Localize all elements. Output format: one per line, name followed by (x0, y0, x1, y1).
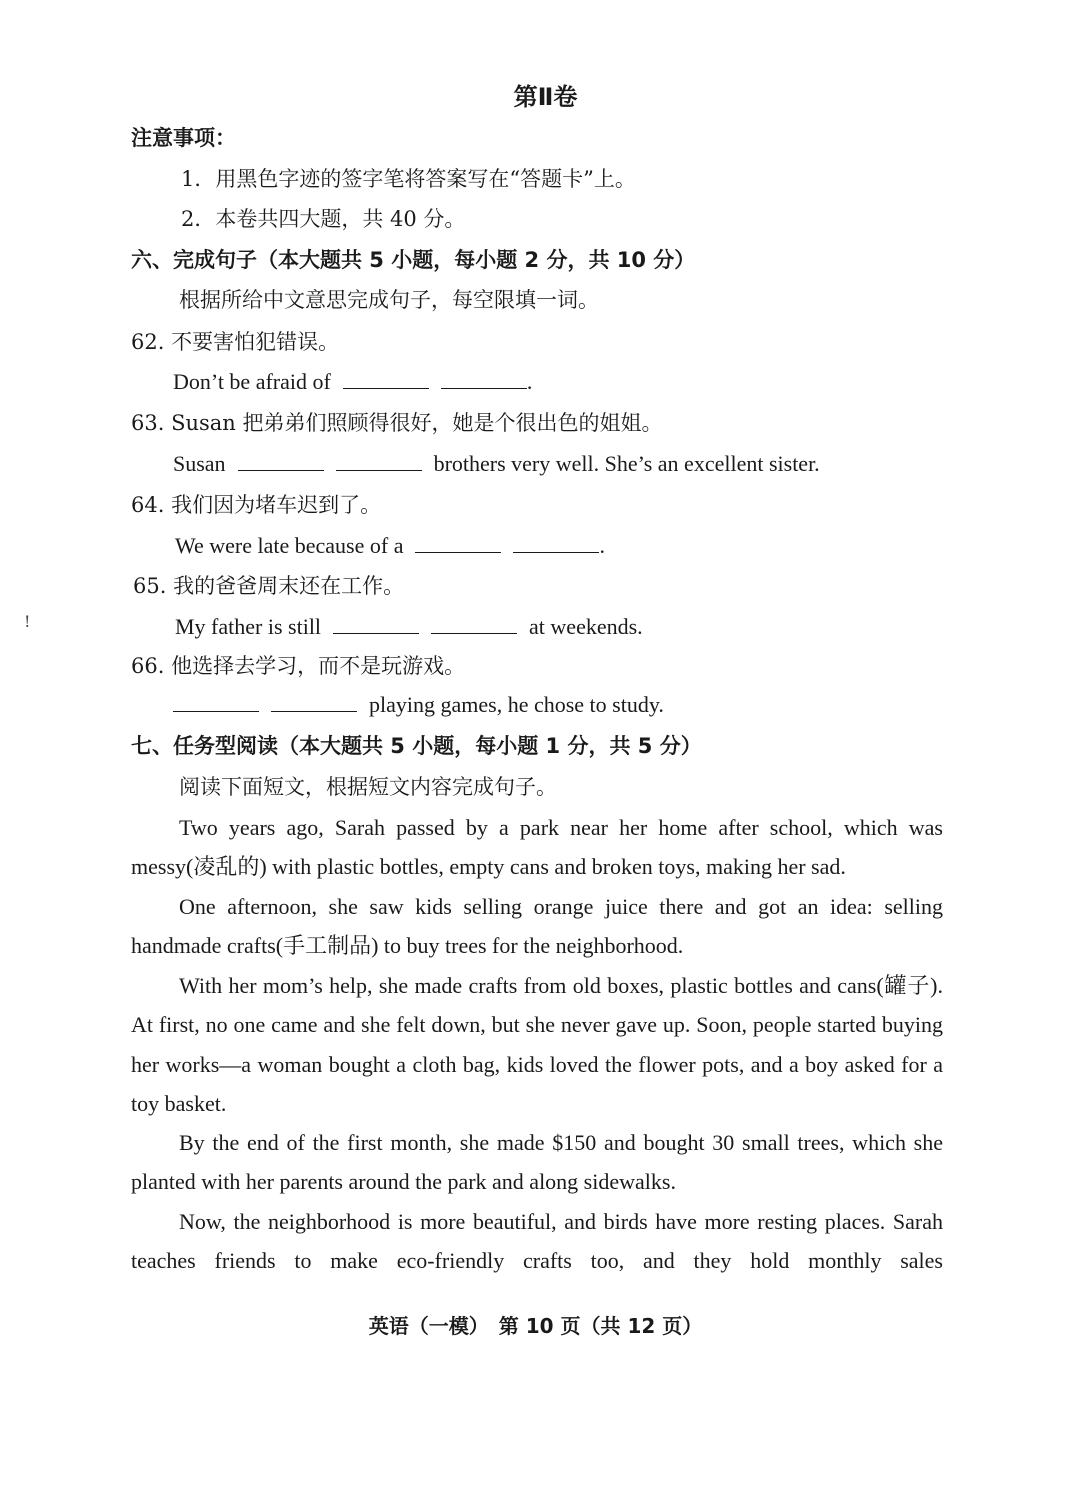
passage-paragraph-2: One afternoon, she saw kids selling orange juice there and got an idea: selling handmade crafts(手工制品) to buy trees for the neighborhood. (131, 894, 943, 959)
notes-item-1: 1．用黑色字迹的签字笔将答案写在“答题卡”上。 (181, 167, 636, 191)
question-62-text: Don’t be afraid of (173, 369, 331, 394)
answer-blank[interactable] (513, 534, 599, 553)
question-64-chinese: 64. 我们因为堵车迟到了。 (131, 493, 382, 517)
section6-heading: 六、完成句子（本大题共 5 小题，每小题 2 分，共 10 分） (131, 248, 696, 272)
section7-heading: 七、任务型阅读（本大题共 5 小题，每小题 1 分，共 5 分） (131, 734, 702, 758)
answer-blank[interactable] (336, 452, 422, 471)
passage-paragraph-4: By the end of the first month, she made $150 and bought 30 small trees, which she planted with her parents around the park and along sidewalks. (131, 1130, 943, 1195)
question-62-end: . (526, 369, 533, 394)
notes-item-2: 2．本卷共四大题，共 40 分。 (181, 207, 466, 231)
question-66-english (173, 690, 664, 720)
question-63-end: brothers very well. She’s an excellent sister. (433, 451, 820, 476)
section6-instruction: 根据所给中文意思完成句子，每空限填一词。 (179, 288, 599, 312)
answer-blank[interactable] (441, 370, 527, 389)
question-66-chinese: 66. 他选择去学习，而不是玩游戏。 (131, 654, 466, 678)
question-65-end: at weekends. (529, 614, 643, 639)
notes-heading: 注意事项： (131, 126, 236, 150)
question-63-english (173, 449, 820, 479)
page-footer: 英语（一模） 第 10 页（共 12 页） (368, 1314, 703, 1338)
question-65-english (175, 612, 643, 642)
question-66-end: playing games, he chose to study. (369, 692, 664, 717)
answer-blank[interactable] (173, 693, 259, 712)
answer-blank[interactable] (271, 693, 357, 712)
answer-blank[interactable] (415, 534, 501, 553)
question-63-chinese: 63. Susan 把弟弟们照顾得很好，她是个很出色的姐姐。 (131, 411, 663, 435)
margin-mark: ! (24, 612, 31, 631)
passage-paragraph-5: Now, the neighborhood is more beautiful, and birds have more resting places. Sarah teaches friends to make eco-friendly crafts too, and they hold monthly sales (131, 1209, 943, 1274)
question-65-text: My father is still (175, 614, 322, 639)
question-64-text: We were late because of a (175, 533, 404, 558)
question-62-english (173, 367, 532, 397)
answer-blank[interactable] (431, 615, 517, 634)
passage-paragraph-3: With her mom’s help, she made crafts from old boxes, plastic bottles and cans(罐子). At first, no one came and she felt down, but she never gave up. Soon, people started buying her works—a woman bought a cloth bag, kids loved the flower pots, and a boy asked for a toy basket. (131, 973, 943, 1116)
question-63-text: Susan (173, 451, 226, 476)
question-62-chinese: 62. 不要害怕犯错误。 (131, 330, 340, 354)
question-64-english (175, 531, 605, 561)
answer-blank[interactable] (238, 452, 324, 471)
question-64-end: . (599, 533, 605, 558)
section7-instruction: 阅读下面短文，根据短文内容完成句子。 (179, 775, 557, 799)
answer-blank[interactable] (333, 615, 419, 634)
question-65-chinese: 65. 我的爸爸周末还在工作。 (133, 574, 405, 598)
answer-blank[interactable] (343, 370, 429, 389)
passage-paragraph-1: Two years ago, Sarah passed by a park near her home after school, which was messy(凌乱的) with plastic bottles, empty cans and broken toys, making her sad. (131, 815, 943, 880)
page-title: 第Ⅱ卷 (513, 83, 578, 111)
